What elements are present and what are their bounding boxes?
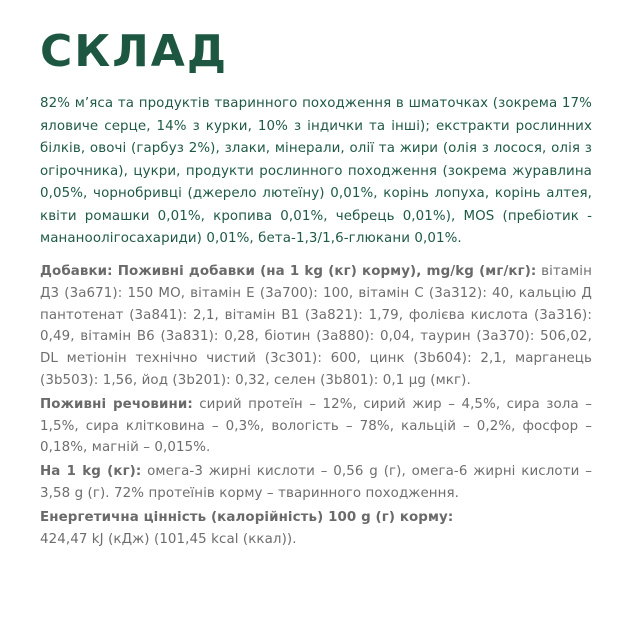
energy-paragraph <box>40 507 592 551</box>
ingredients-paragraph: 82% м’яса та продуктів тваринного походження в шматочках (зокрема 17% яловиче серце, 14% з курки, 10% з індички та інші); екстракти рослинних білків, овочі (гарбуз 2%), злаки, мінерали, олії та жири (олія з лосося, олія з огірочника), цукри, продукти рослинного походження (зокрема журавлина 0,05%, чорнобривці (джерело лютеїну) 0,01%, корінь лопуха, корінь алтея, квіти ромашки 0,01%, кропива 0,01%, чебрець 0,01%), MOS (пребіотик - мананоолігосахариди) 0,01%, бета-1,3/1,6-глюкани 0,01%. <box>40 96 592 246</box>
additives-paragraph <box>40 261 592 392</box>
nutrients-label: Поживні речовини: <box>40 396 193 412</box>
additives-label: Добавки: Поживні добавки (на 1 kg (кг) корму), mg/kg (мг/кг): <box>40 264 537 279</box>
per-kg-label: На 1 kg (кг): <box>40 464 142 480</box>
nutrients-text: сирий протеїн – 12%, сирий жир – 4,5%, сира зола – 1,5%, сира клітковина – 0,3%, вологість – 78%, кальцій – 0,2%, фосфор – 0,18%, магній – 0,015%. <box>40 396 592 456</box>
page-title: СКЛАД <box>40 26 229 77</box>
nutrients-paragraph <box>40 394 592 459</box>
energy-text: 424,47 kJ (кДж) (101,45 kcal (ккал)). <box>40 531 297 547</box>
energy-label: Енергетична цінність (калорійність) 100 g (г) корму: <box>40 509 454 525</box>
details-section <box>40 261 592 552</box>
per-kg-text: омега-3 жирні кислоти – 0,56 g (г), омега-6 жирні кислоти – 3,58 g (г). 72% протеїнів корму – тваринного походження. <box>40 464 592 501</box>
per-kg-paragraph <box>40 461 592 505</box>
additives-text: вітамін Д3 (3a671): 150 МО, вітамін Е (3a700): 100, вітамін С (3a312): 40, кальцію Д пантотенат (3a841): 2,1, вітамін В1 (3a821): 1,79, фолієва кислота (3a316): 0,49, вітамін В6 (3a831): 0,28, біотин (3a880): 0,04, таурин (3a370): 506,02, DL метіонін технічно чистий (3c301): 600, цинк (3b604): 2,1, марганець (3b503): 1,56, йод (3b201): 0,32, селен (3b801): 0,1 µg (мкг). <box>40 264 592 388</box>
